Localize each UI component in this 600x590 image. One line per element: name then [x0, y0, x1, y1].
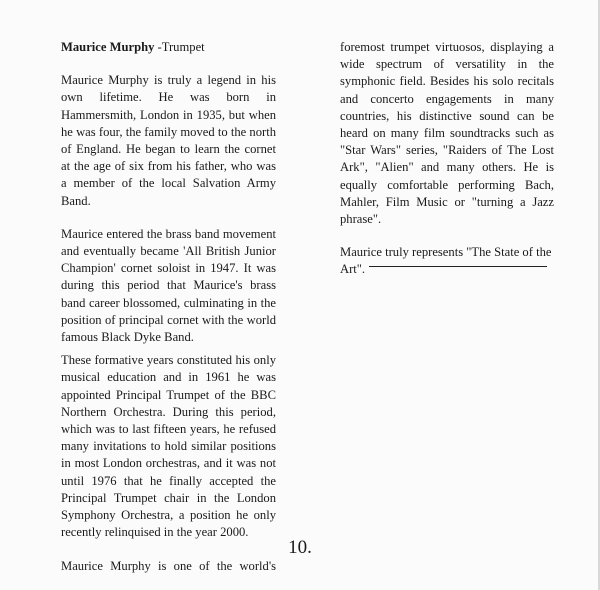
heading-role: -Trumpet — [154, 40, 205, 54]
right-column — [340, 39, 554, 279]
paragraph-orchestra-career: These formative years constituted his only musical education and in 1961 he was appointed Principal Trumpet of the BBC Northern Orchestra. During this period, which was to last fifteen years, he refused many invitations to hold similar positions in most London orchestras, and it was not until 1976 that he finally accepted the Principal Trumpet chair in the London Symphony Orchestra, a position he only recently relinquised in the year 2000. — [61, 353, 276, 540]
article-heading — [61, 39, 276, 56]
left-column — [61, 39, 276, 576]
paragraph-brass-band: Maurice entered the brass band movement and eventually became 'All British Junior Champion' cornet soloist in 1947. It was during this period that Maurice's brass band career blossomed, culminating in the position of principal cornet with the world famous Black Dyke Band. — [61, 226, 276, 345]
section-divider-rule — [369, 266, 547, 267]
paragraph-state-of-art: Maurice truly represents "The State of the Art". — [340, 245, 552, 277]
page-number: 10. — [288, 537, 312, 558]
paragraph-early-life: Maurice Murphy is truly a legend in his own lifetime. He was born in Hammersmith, London in 1935, but when he was four, the family moved to the north of England. He began to learn the cornet at the age of six from his father, who was a member of the local Salvation Army Band. — [61, 73, 276, 208]
paragraph-virtuoso: foremost trumpet virtuosos, displaying a wide spectrum of versatility in the symphonic field. Besides his solo recitals and concerto engagements in many countries, his distinctive sound can be heard on many film soundtracks such as "Star Wars" series, "Raiders of The Lost Ark", "Alien" and many others. He is equally comfortable performing Bach, Mahler, Film Music or "turning a Jazz phrase". — [340, 40, 554, 227]
heading-name: Maurice Murphy — [61, 40, 155, 54]
paragraph-continuation-start: Maurice Murphy is one of the world's — [61, 559, 276, 574]
